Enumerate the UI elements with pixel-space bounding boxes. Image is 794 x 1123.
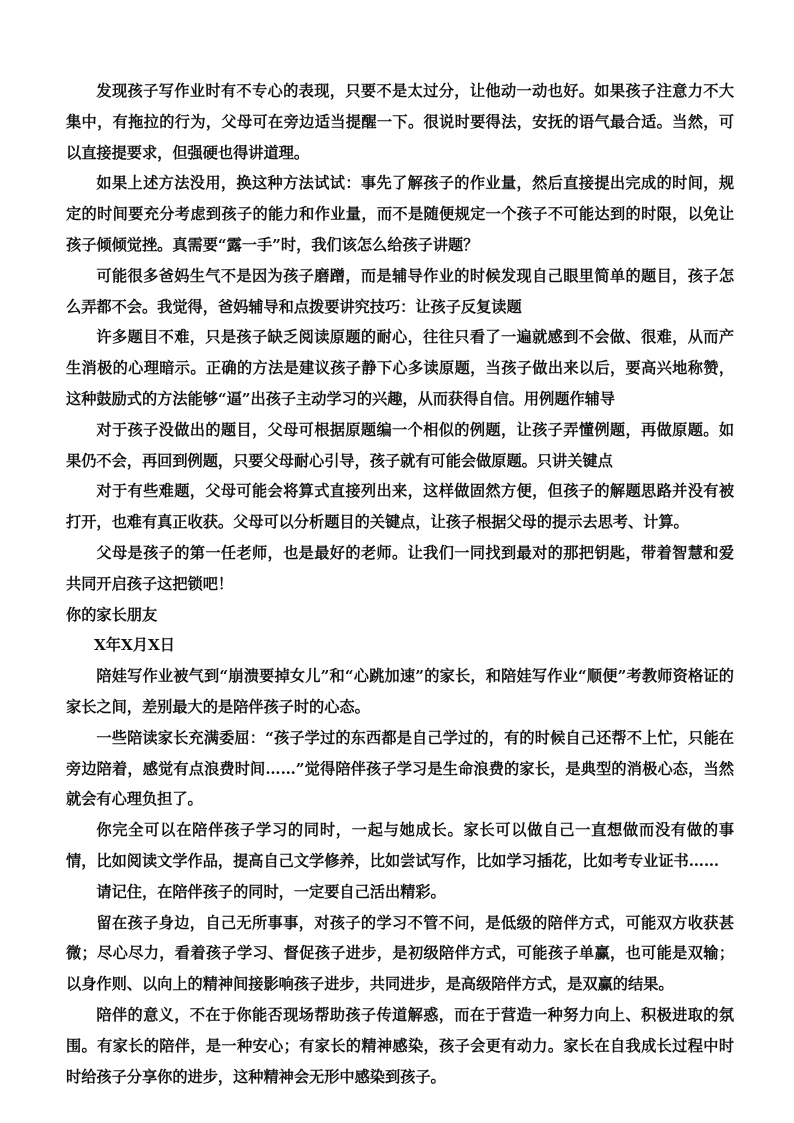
paragraph: 许多题目不难，只是孩子缺乏阅读原题的耐心，往往只看了一遍就感到不会做、很难，从而产生消极的心理暗示。正确的方法是建议孩子静下心多读原题，当孩子做出来以后，要高兴地称赞，这种鼓励式的方法能够“逼”出孩子主动学习的兴趣，从而获得自信。用例题作辅导 [66,328,734,408]
document-body [66,76,734,1092]
paragraph: 陪伴的意义，不在于你能否现场帮助孩子传道解惑，而在于营造一种努力向上、积极进取的氛围。有家长的陪伴，是一种安心；有家长的精神感染，孩子会更有动力。家长在自我成长过程中时时给孩子分享你的进步，这种精神会无形中感染到孩子。 [66,1005,734,1086]
paragraph: 对于有些难题，父母可能会将算式直接列出来，这样做固然方便，但孩子的解题思路并没有被打开，也难有真正收获。父母可以分析题目的关键点，让孩子根据父母的提示去思考、计算。 [66,482,734,532]
date: X年X月X日 [94,636,175,655]
paragraph: 父母是孩子的第一任老师，也是最好的老师。让我们一同找到最对的那把钥匙，带着智慧和爱共同开启孩子这把锁吧！ [66,543,734,593]
signature: 你的家长朋友 [66,605,158,624]
paragraph: 对于孩子没做出的题目，父母可根据原题编一个相似的例题，让孩子弄懂例题，再做原题。如果仍不会，再回到例题，只要父母耐心引导，孩子就有可能会做原题。只讲关键点 [66,420,734,470]
paragraph: 一些陪读家长充满委屈：“孩子学过的东西都是自己学过的，有的时候自己还帮不上忙，只能在旁边陪着，感觉有点浪费时间……”觉得陪伴孩子学习是生命浪费的家长，是典型的消极心态，当然就会有心理负担了。 [66,728,734,809]
paragraph: 请记住，在陪伴孩子的同时，一定要自己活出精彩。 [96,882,446,901]
paragraph: 陪娃写作业被气到“崩溃要掉女儿”和“心跳加速”的家长，和陪娃写作业“顺便”考教师资格证的家长之间，差别最大的是陪伴孩子时的心态。 [66,667,734,716]
paragraph: 如果上述方法没用，换这种方法试试：事先了解孩子的作业量，然后直接提出完成的时间，规定的时间要充分考虑到孩子的能力和作业量，而不是随便规定一个孩子不可能达到的时限，以免让孩子倾倾觉挫。真需要“露一手”时，我们该怎么给孩子讲题？ [66,174,734,254]
paragraph: 可能很多爸妈生气不是因为孩子磨蹭，而是辅导作业的时候发现自己眼里简单的题目，孩子怎么弄都不会。我觉得，爸妈辅导和点拨要讲究技巧：让孩子反复读题 [66,266,734,316]
paragraph: 发现孩子写作业时有不专心的表现，只要不是太过分，让他动一动也好。如果孩子注意力不大集中，有拖拉的行为，父母可在旁边适当提醒一下。很说时要得法，安抚的语气最合适。当然，可以直接提要求，但强硬也得讲道理。 [66,82,734,162]
paragraph: 你完全可以在陪伴孩子学习的同时，一起与她成长。家长可以做自己一直想做而没有做的事情，比如阅读文学作品，提高自己文学修养，比如尝试写作，比如学习插花，比如考专业证书…… [66,821,734,870]
paragraph: 留在孩子身边，自己无所事事，对孩子的学习不管不问，是低级的陪伴方式，可能双方收获甚微；尽心尽力，看着孩子学习、督促孩子进步，是初级陪伴方式，可能孩子单赢，也可能是双输；以身作则、以向上的精神间接影响孩子进步，共同进步，是高级陪伴方式，是双赢的结果。 [66,913,734,994]
